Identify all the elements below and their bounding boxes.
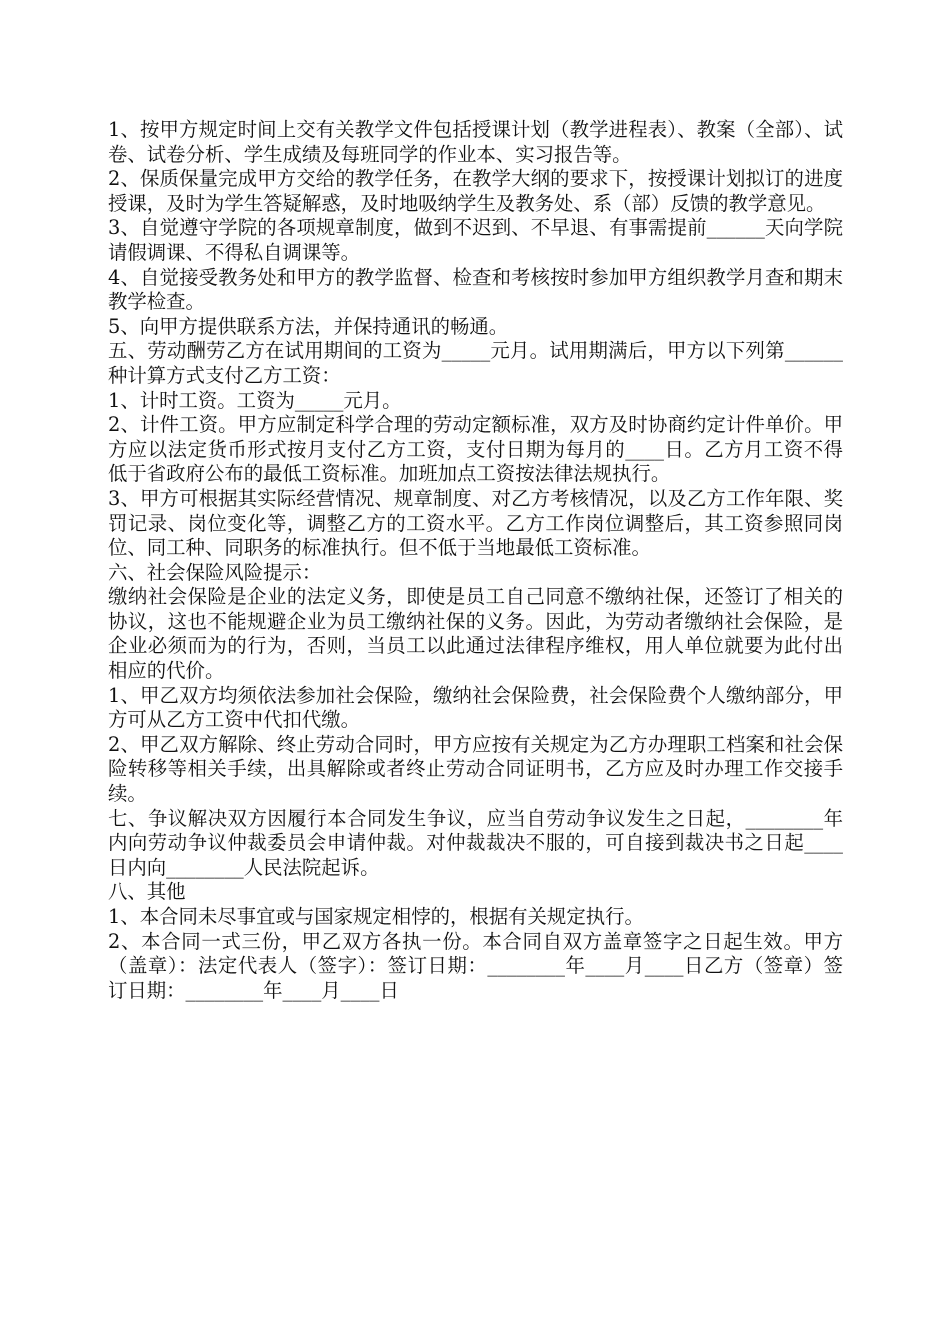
paragraph-3: 3、自觉遵守学院的各项规章制度，做到不迟到、不早退、有事需提前______天向学院请假调课、不得私自调课等。 bbox=[108, 216, 843, 264]
paragraph-other-1: 1、本合同未尽事宜或与国家规定相悖的，根据有关规定执行。 bbox=[108, 905, 644, 928]
paragraph-insurance-2: 2、甲乙双方解除、终止劳动合同时，甲方应按有关规定为乙方办理职工档案和社会保险转移等相关手续，出具解除或者终止劳动合同证明书，乙方应及时办理工作交接手续。 bbox=[108, 732, 843, 806]
section-8-heading: 八、其他 bbox=[108, 880, 186, 904]
paragraph-piece-wage: 2、计件工资。甲方应制定科学合理的劳动定额标准，双方及时协商约定计件单价。甲方应以法定货币形式按月支付乙方工资，支付日期为每月的____日。乙方月工资不得低于省政府公布的最低工资标准。加班加点工资按法律法规执行。 bbox=[108, 413, 843, 486]
paragraph-2: 2、保质保量完成甲方交给的教学任务，在教学大纲的要求下，按授课计划拟订的进度授课，及时为学生答疑解惑，及时地吸纳学生及教务处、系（部）反馈的教学意见。 bbox=[108, 167, 843, 215]
paragraph-wage-adjustment: 3、甲方可根据其实际经营情况、规章制度、对乙方考核情况，以及乙方工作年限、奖罚记录、岗位变化等，调整乙方的工资水平。乙方工作岗位调整后，其工资参照同岗位、同工种、同职务的标准执行。但不低于当地最低工资标准。 bbox=[108, 486, 843, 560]
document-body bbox=[108, 118, 843, 1003]
paragraph-4: 4、自觉接受教务处和甲方的教学监督、检查和考核按时参加甲方组织教学月查和期末教学检查。 bbox=[108, 265, 843, 314]
section-5-heading-paragraph: 五、劳动酬劳乙方在试用期间的工资为_____元月。试用期满后，甲方以下列第______种计算方式支付乙方工资： bbox=[108, 339, 843, 387]
section-7-paragraph: 七、争议解决双方因履行本合同发生争议，应当自劳动争议发生之日起，________年内向劳动争议仲裁委员会申请仲裁。对仲裁裁决不服的，可自接到裁决书之日起____日内向________人民法院起诉。 bbox=[108, 806, 843, 879]
section-6-heading: 六、社会保险风险提示： bbox=[108, 560, 322, 584]
paragraph-insurance-1: 1、甲乙双方均须依法参加社会保险，缴纳社会保险费，社会保险费个人缴纳部分，甲方可从乙方工资中代扣代缴。 bbox=[108, 683, 843, 732]
paragraph-insurance-notice: 缴纳社会保险是企业的法定义务，即使是员工自己同意不缴纳社保，还签订了相关的协议，这也不能规避企业为员工缴纳社保的义务。因此，为劳动者缴纳社会保险，是企业必须而为的行为，否则，当员工以此通过法律程序维权，用人单位就要为此付出相应的代价。 bbox=[108, 585, 843, 683]
paragraph-1: 1、按甲方规定时间上交有关教学文件包括授课计划（教学进程表）、教案（全部）、试卷、试卷分析、学生成绩及每班同学的作业本、实习报告等。 bbox=[108, 118, 843, 166]
paragraph-other-2-signatures: 2、本合同一式三份，甲乙双方各执一份。本合同自双方盖章签字之日起生效。甲方（盖章）：法定代表人（签字）：签订日期：________年____月____日乙方（签章）签订日期：________年____月____日 bbox=[108, 929, 843, 1002]
paragraph-5: 5、向甲方提供联系方法，并保持通讯的畅通。 bbox=[108, 314, 509, 338]
paragraph-hourly-wage: 1、计时工资。工资为_____元月。 bbox=[108, 388, 402, 412]
